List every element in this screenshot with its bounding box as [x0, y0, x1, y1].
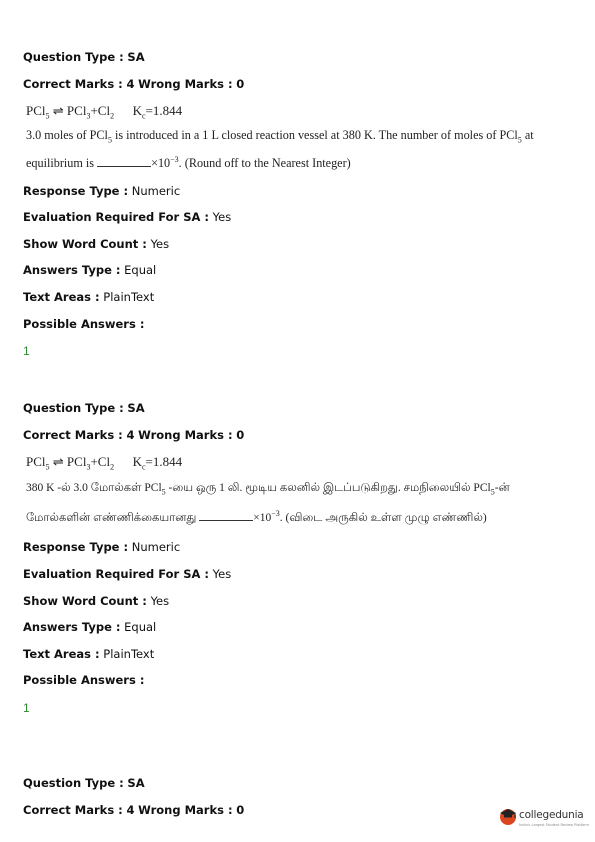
- response-type-row: Response Type : Numeric: [23, 183, 181, 198]
- correct-marks-label: Correct Marks :: [23, 76, 123, 91]
- correct-marks-value: 4: [126, 802, 135, 817]
- reaction-equation: PCl$_5$ ⇌ $PCl_3+Cl_2$ $K_c=1.844$: [26, 454, 183, 472]
- logo-tagline: India's Largest Student Review Platform: [519, 823, 589, 827]
- possible-answer-value: 1: [23, 700, 30, 715]
- word-count-row: Show Word Count : Yes: [23, 236, 170, 251]
- question-type-row: Question Type : SA: [23, 776, 145, 790]
- question-type-row: [23, 49, 563, 76]
- answer-blank: [97, 157, 151, 167]
- text-areas-value: PlainText: [103, 290, 155, 305]
- response-type-row: Response Type : Numeric: [23, 540, 181, 555]
- answers-type-value: Equal: [124, 620, 157, 635]
- evaluation-row: Evaluation Required For SA : Yes: [23, 210, 232, 225]
- answers-type-row: Answers Type : Equal: [23, 620, 157, 635]
- marks-row: [23, 76, 563, 103]
- reaction-equation: PCl$_5$ ⇌ $PCl_3+Cl_2$ $K_c=1.844$: [26, 103, 183, 121]
- possible-answers-row: Possible Answers :: [23, 673, 145, 688]
- correct-marks-value: 4: [126, 76, 135, 91]
- text-areas-row: Text Areas : PlainText: [23, 290, 155, 305]
- question-type-value: SA: [127, 401, 145, 415]
- possible-answers-row: Possible Answers :: [23, 316, 145, 331]
- wrong-marks-value: 0: [236, 802, 245, 817]
- question-type-label: Question Type :: [23, 50, 124, 64]
- evaluation-value: Yes: [212, 566, 232, 581]
- question-block-1: [23, 49, 563, 358]
- logo-name: collegedunia: [519, 809, 584, 821]
- question-text-tamil: 380 K -ல் 3.0 மோல்கள் PCl$_5$ -யை ஒரு 1 லி. மூடிய கலனில் இடப்படுகிறது. சமநிலையில் PCl$_5$-ன் மோல்களின் எண்ணிக்கையானது $\times 10^{-3}$. (விடை அருகில் உள்ள முழு எண்ணில்): [26, 482, 510, 525]
- wrong-marks-label: Wrong Marks :: [138, 76, 233, 91]
- question-type-row: Question Type : SA: [23, 401, 145, 415]
- wrong-marks-value: 0: [236, 76, 245, 91]
- word-count-value: Yes: [150, 593, 170, 608]
- word-count-row: Show Word Count : Yes: [23, 593, 170, 608]
- wrong-marks-value: 0: [236, 427, 245, 442]
- answer-blank: [199, 511, 253, 521]
- question-block-3: [23, 775, 563, 828]
- evaluation-value: Yes: [212, 210, 232, 225]
- answers-type-row: Answers Type : Equal: [23, 263, 157, 278]
- collegedunia-logo: [498, 806, 588, 832]
- text-areas-row: Text Areas : PlainText: [23, 646, 155, 661]
- response-type-value: Numeric: [131, 540, 181, 555]
- question-type-value: SA: [127, 50, 145, 64]
- response-type-value: Numeric: [131, 183, 181, 198]
- marks-row: Correct Marks : 4 Wrong Marks : 0: [23, 427, 245, 442]
- text-areas-value: PlainText: [103, 646, 155, 661]
- answers-type-value: Equal: [124, 263, 157, 278]
- marks-row: Correct Marks : 4 Wrong Marks : 0: [23, 802, 245, 817]
- possible-answer-value: 1: [23, 344, 30, 359]
- question-type-value: SA: [127, 776, 145, 790]
- graduation-cap-icon: [498, 806, 518, 826]
- question-block-2: [23, 400, 563, 715]
- evaluation-row: Evaluation Required For SA : Yes: [23, 566, 232, 581]
- question-text: 3.0 moles of PCl$_5$ is introduced in a 1 L closed reaction vessel at 380 K. The number of moles of PCl$_5$ at equilibrium is $\times 10^{-3}$. (Round off to the Nearest Integer): [26, 128, 534, 170]
- word-count-value: Yes: [150, 236, 170, 251]
- correct-marks-value: 4: [126, 427, 135, 442]
